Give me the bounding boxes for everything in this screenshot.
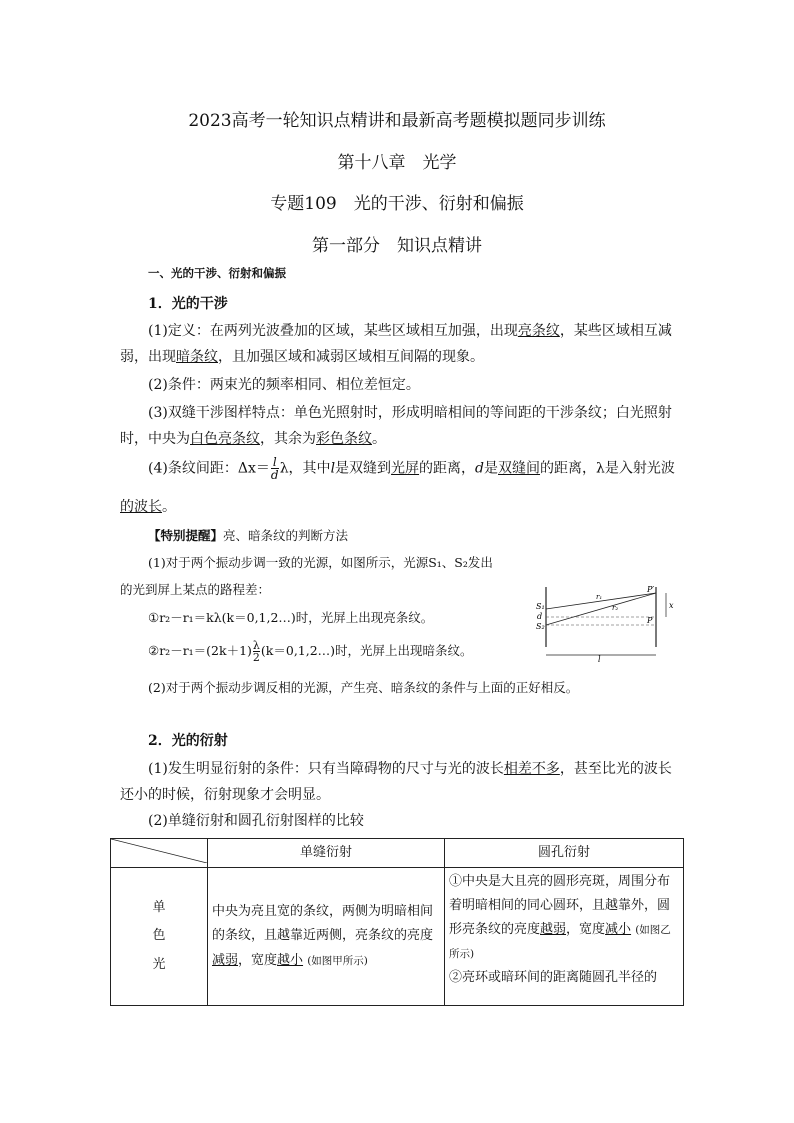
fraction-lambda-over-2: $\frac{\lambda}{2}$	[252, 639, 260, 664]
document-title: 2023高考一轮知识点精讲和最新高考题模拟题同步训练	[188, 111, 606, 131]
tip-line-2: 的光到屏上某点的路程差：	[120, 582, 271, 597]
label-s2: S₂	[536, 622, 545, 631]
bright-fringe-condition: ①r₂－r₁＝kλ(k＝0,1,2…)时，光屏上出现亮条纹。	[148, 610, 434, 625]
diagonal-line	[111, 839, 207, 863]
section-heading: 一、光的干涉、衍射和偏振	[148, 266, 286, 280]
label-x: x	[669, 601, 674, 610]
table-header-row	[111, 839, 684, 868]
label-l: l	[598, 655, 601, 663]
subsection-diffraction: 2．光的衍射	[148, 733, 228, 749]
definition-line-1: (1)定义：在两列光波叠加的区域，某些区域相互加强，出现亮条纹，某些区域相互减	[148, 323, 672, 339]
special-tip-heading: 【特别提醒】亮、暗条纹的判断方法	[148, 528, 349, 543]
diffraction-comparison-table	[110, 838, 684, 1006]
subsection-interference: 1．光的干涉	[148, 296, 228, 312]
label-r1: r₁	[596, 593, 603, 601]
comparison-caption: (2)单缝衍射和圆孔衍射图样的比较	[148, 813, 364, 829]
row-label-monochromatic: 单 色 光	[111, 868, 208, 1006]
label-d: d	[537, 612, 543, 621]
definition-line-2: 弱，出现暗条纹，且加强区域和减弱区域相互间隔的现象。	[120, 349, 484, 365]
diffraction-condition-line-2: 还小的时候，衍射现象才会明显。	[120, 787, 330, 803]
header-single-slit: 单缝衍射	[208, 839, 445, 868]
fringe-spacing-line-2: 的波长。	[120, 499, 176, 515]
part-title: 第一部分 知识点精讲	[312, 236, 482, 256]
tip-line-1: (1)对于两个振动步调一致的光源，如图所示，光源S₁、S₂发出	[148, 555, 493, 570]
header-circular-hole: 圆孔衍射	[445, 839, 684, 868]
diffraction-condition-line-1: (1)发生明显衍射的条件：只有当障碍物的尺寸与光的波长相差不多，甚至比光的波长	[148, 761, 672, 777]
cell-single-slit-description: 中央为亮且宽的条纹，两侧为明暗相间的条纹，且越靠近两侧，亮条纹的亮度减弱，宽度越小 (如图甲所示)	[208, 868, 445, 1006]
double-slit-diagram	[536, 585, 686, 663]
dark-fringe-condition: ②r₂－r₁＝(2k＋1) $\frac{\lambda}{2}$ (k＝0,1,2…)时，光屏上出现暗条纹。	[148, 639, 473, 664]
table-corner-cell	[111, 839, 208, 868]
tip-line-antiphase: (2)对于两个振动步调反相的光源，产生亮、暗条纹的条件与上面的正好相反。	[148, 680, 579, 695]
cell-circular-hole-description: ①中央是大且亮的圆形亮斑，周围分布着明暗相间的同心圆环，且越靠外，圆形亮条纹的亮度越弱，宽度减小 (如图乙所示) ②亮环或暗环间的距离随圆孔半径的	[445, 868, 684, 1006]
condition-line: (2)条件：两束光的频率相同、相位差恒定。	[148, 377, 420, 393]
fringe-spacing-line-1: (4)条纹间距：Δx＝ $\frac{l}{d}$ λ，其中l是双缝到光屏的距离，d是双缝间的距离，λ是入射光波	[148, 455, 675, 482]
table-row-monochromatic	[111, 868, 684, 1006]
features-line-2: 时，中央为白色亮条纹，其余为彩色条纹。	[120, 431, 386, 447]
chapter-title: 第十八章 光学	[337, 153, 457, 173]
label-s1: S₁	[536, 602, 545, 611]
label-p-prime: P′	[647, 585, 655, 594]
label-r2: r₂	[612, 604, 619, 612]
fraction-l-over-d: $\frac{l}{d}$	[270, 455, 279, 482]
topic-title: 专题109 光的干涉、衍射和偏振	[270, 194, 524, 214]
label-p: P	[647, 616, 653, 625]
features-line-1: (3)双缝干涉图样特点：单色光照射时，形成明暗相间的等间距的干涉条纹；白光照射	[148, 405, 672, 421]
